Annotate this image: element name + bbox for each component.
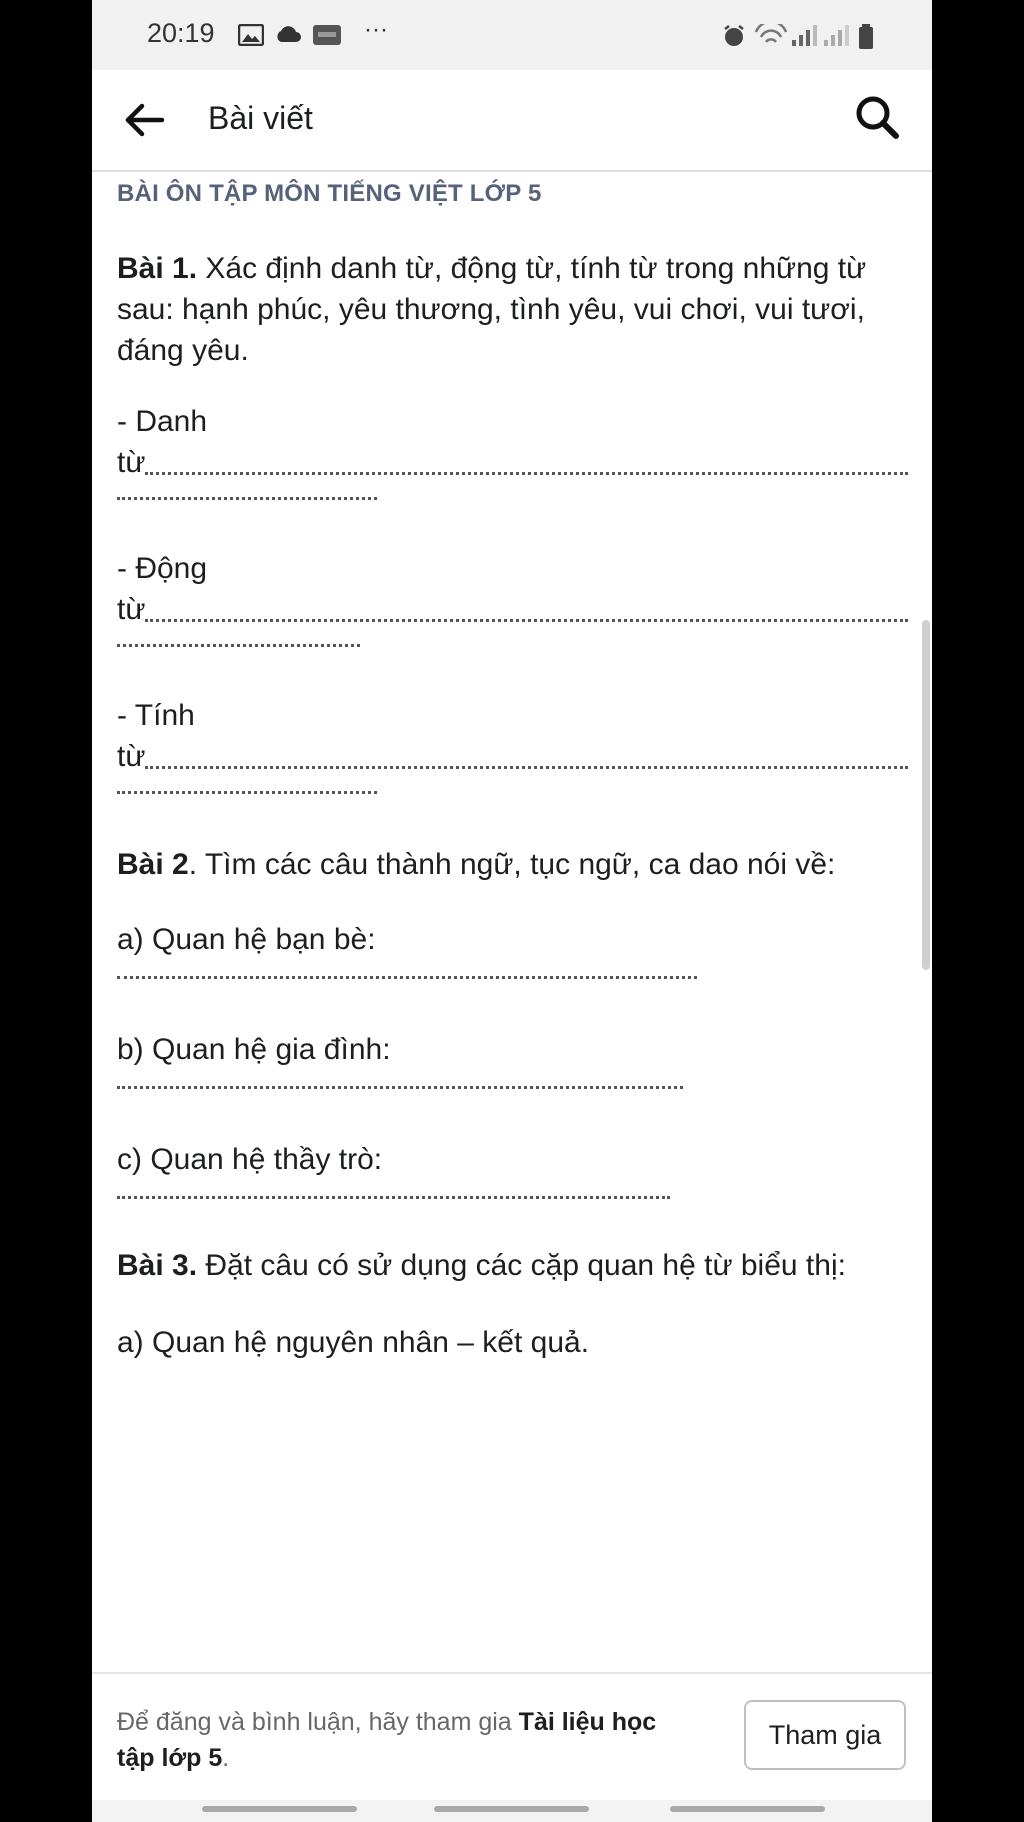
- alarm-icon: [722, 24, 746, 48]
- tinh-tu-answer-line: [117, 736, 908, 777]
- exercise-2-text: . Tìm các câu thành ngữ, tục ngữ, ca dao nói về:: [188, 848, 836, 881]
- cloud-icon: [274, 24, 302, 44]
- app-notification-icon: [312, 24, 342, 46]
- page-title: Bài viết: [208, 100, 313, 136]
- search-icon[interactable]: [852, 92, 902, 142]
- exercise-1: [117, 248, 908, 371]
- exercise-2: [117, 844, 908, 885]
- answer-blank: [145, 736, 908, 777]
- dong-tu-answer-line: [117, 589, 908, 630]
- exercise-3-text: Đặt câu có sử dụng các cặp quan hệ từ biểu thị:: [197, 1249, 846, 1282]
- danh-tu-label: từ: [117, 446, 146, 479]
- nav-bar-handle: [202, 1806, 357, 1812]
- answer-blank: [145, 442, 908, 483]
- exercise-2-label: Bài 2: [117, 848, 189, 881]
- post-content: [92, 172, 932, 1672]
- join-group-button[interactable]: Tham gia: [744, 1700, 906, 1770]
- answer-blank: [145, 589, 908, 630]
- tinh-tu-label: từ: [117, 740, 146, 773]
- scrollbar[interactable]: [922, 620, 930, 970]
- post-heading: BÀI ÔN TẬP MÔN TIẾNG VIỆT LỚP 5: [117, 180, 542, 207]
- gallery-icon: [238, 24, 264, 46]
- answer-blank: [117, 1188, 670, 1199]
- signal-icon-2: [822, 24, 852, 48]
- answer-blank: [117, 783, 377, 794]
- exercise-2-a: a) Quan hệ bạn bè:: [117, 923, 376, 956]
- battery-icon: [858, 24, 874, 50]
- danh-tu-line-1: - Danh: [117, 405, 208, 438]
- join-prompt-prefix: Để đăng và bình luận, hãy tham gia: [117, 1708, 519, 1736]
- exercise-1-text: Xác định danh từ, động từ, tính từ trong những từ sau: hạnh phúc, yêu thương, tình yêu, vui chơi, vui tươi, đáng yêu.: [117, 252, 867, 367]
- nav-bar-handle: [434, 1806, 589, 1812]
- app-header: [92, 70, 932, 172]
- join-prompt-text: [117, 1704, 697, 1776]
- status-time: 20:19: [147, 18, 215, 48]
- tinh-tu-line-1: - Tính: [117, 699, 195, 732]
- wifi-icon: [754, 24, 788, 48]
- dong-tu-label: từ: [117, 593, 146, 626]
- answer-blank: [117, 968, 697, 979]
- exercise-3: [117, 1245, 908, 1286]
- signal-icon-1: [790, 24, 820, 48]
- back-arrow-icon[interactable]: [122, 98, 166, 142]
- phone-screen: [92, 0, 932, 1822]
- exercise-2-b: b) Quan hệ gia đình:: [117, 1033, 391, 1066]
- dong-tu-line-1: - Động: [117, 552, 208, 585]
- exercise-2-c: c) Quan hệ thầy trò:: [117, 1143, 383, 1176]
- exercise-1-label: Bài 1.: [117, 252, 198, 285]
- answer-blank: [117, 489, 377, 500]
- navigation-bar: [92, 1800, 932, 1822]
- nav-bar-handle: [670, 1806, 825, 1812]
- danh-tu-answer-line: [117, 442, 908, 483]
- exercise-3-a: a) Quan hệ nguyên nhân – kết quả.: [117, 1326, 590, 1359]
- exercise-3-label: Bài 3.: [117, 1249, 198, 1282]
- group-name-link[interactable]: Tài liệu học tập lớp 5: [117, 1708, 657, 1772]
- answer-blank: [117, 636, 360, 647]
- answer-blank: [117, 1078, 683, 1089]
- more-notifications-icon: ···: [364, 16, 388, 43]
- join-prompt-suffix: .: [222, 1744, 230, 1772]
- status-bar: [92, 0, 932, 70]
